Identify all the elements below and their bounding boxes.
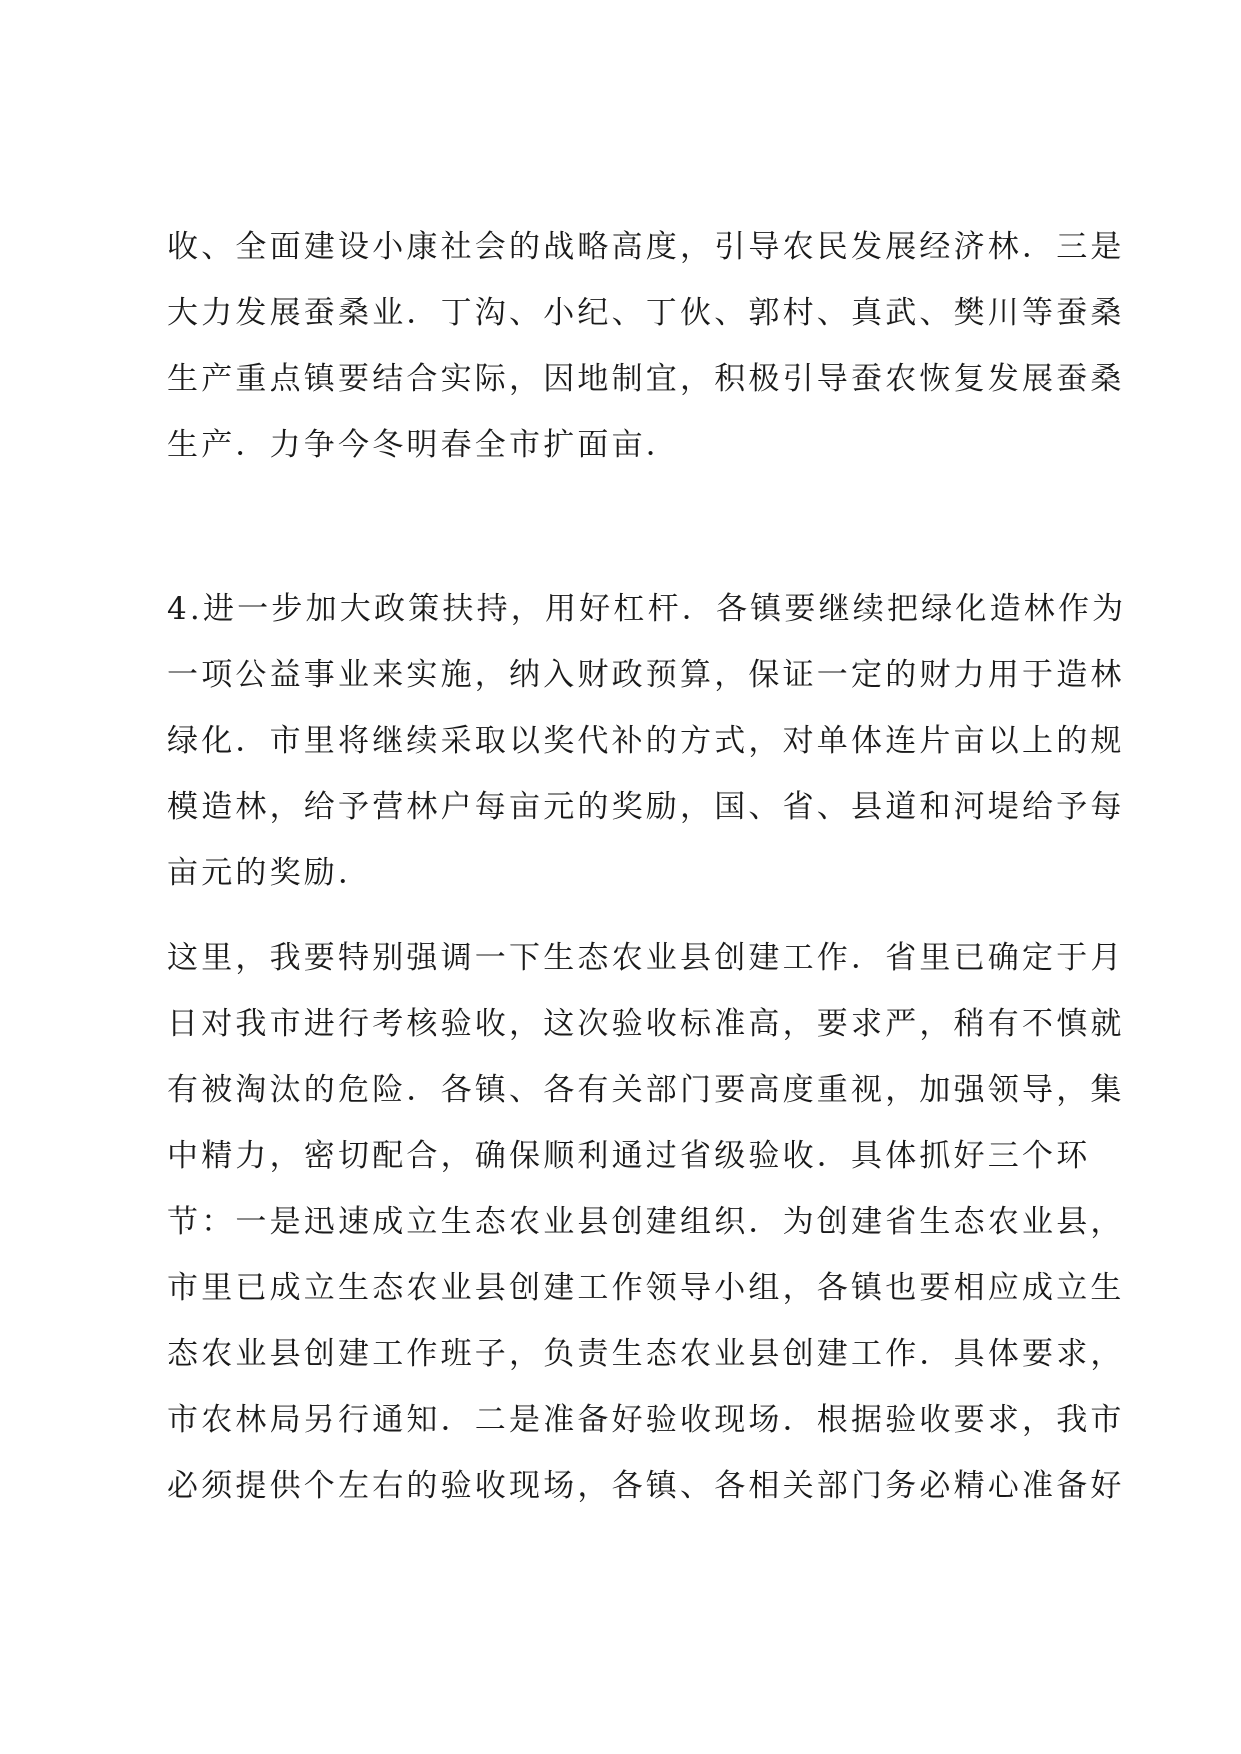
text-line: 节：一是迅速成立生态农业县创建组织．为创建省生态农业县， — [167, 1204, 1125, 1240]
text-line: 收、全面建设小康社会的战略高度，引导农民发展经济林．三是 — [167, 229, 1125, 265]
paragraph-policy-support — [167, 576, 1127, 906]
text-line: 这里，我要特别强调一下生态农业县创建工作．省里已确定于月 — [167, 940, 1125, 976]
text-line: 4.进一步加大政策扶持，用好杠杆．各镇要继续把绿化造林作为 — [167, 591, 1127, 627]
text-line: 生产．力争今冬明春全市扩面亩． — [167, 427, 680, 463]
text-line: 市农林局另行通知．二是准备好验收现场．根据验收要求，我市 — [167, 1402, 1125, 1438]
text-line: 生产重点镇要结合实际，因地制宜，积极引导蚕农恢复发展蚕桑 — [167, 361, 1125, 397]
text-line: 中精力，密切配合，确保顺利通过省级验收．具体抓好三个环 — [167, 1138, 1091, 1174]
paragraph-eco-agriculture — [167, 925, 1125, 1519]
text-line: 一项公益事业来实施，纳入财政预算，保证一定的财力用于造林 — [167, 657, 1125, 693]
text-line: 模造林，给予营林户每亩元的奖励，国、省、县道和河堤给予每 — [167, 789, 1125, 825]
text-line: 大力发展蚕桑业．丁沟、小纪、丁伙、郭村、真武、樊川等蚕桑 — [167, 295, 1125, 331]
text-line: 有被淘汰的危险．各镇、各有关部门要高度重视，加强领导，集 — [167, 1072, 1125, 1108]
text-line: 亩元的奖励． — [167, 855, 373, 891]
text-line: 市里已成立生态农业县创建工作领导小组，各镇也要相应成立生 — [167, 1270, 1125, 1306]
paragraph-sericulture — [167, 214, 1125, 478]
text-line: 态农业县创建工作班子，负责生态农业县创建工作．具体要求， — [167, 1336, 1125, 1372]
text-line: 必须提供个左右的验收现场，各镇、各相关部门务必精心准备好 — [167, 1468, 1125, 1504]
text-line: 绿化．市里将继续采取以奖代补的方式，对单体连片亩以上的规 — [167, 723, 1125, 759]
text-line: 日对我市进行考核验收，这次验收标准高，要求严，稍有不慎就 — [167, 1006, 1125, 1042]
